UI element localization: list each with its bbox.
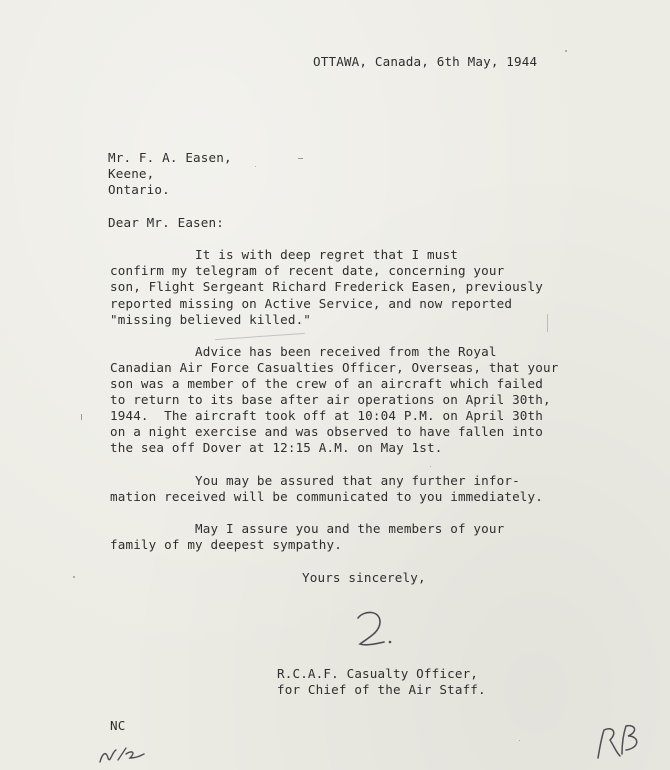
paragraph-2-line: on a night exercise and was observed to have fallen into <box>110 424 543 439</box>
paragraph-4-line: family of my deepest sympathy. <box>110 537 342 552</box>
paragraph-2-line: son was a member of the crew of an aircraft which failed <box>110 376 543 391</box>
paragraph-2-line: the sea off Dover at 12:15 A.M. on May 1st. <box>110 440 443 455</box>
dateline: OTTAWA, Canada, 6th May, 1944 <box>313 54 538 69</box>
paper-speck <box>430 466 431 467</box>
signature-title: R.C.A.F. Casualty Officer, <box>277 666 479 681</box>
paragraph-2-line: Canadian Air Force Casualties Officer, Overseas, that your <box>110 360 559 375</box>
salutation: Dear Mr. Easen: <box>108 215 224 230</box>
paragraph-3-line: mation received will be communicated to you immediately. <box>110 489 543 504</box>
paragraph-1-line: reported missing on Active Service, and now reported <box>110 296 513 311</box>
paragraph-2-line: Advice has been received from the Royal <box>110 344 497 359</box>
paragraph-2-line: to return to its base after air operations on April 30th, <box>110 392 551 407</box>
handwritten-signature <box>350 608 400 654</box>
paragraph-3-line: You may be assured that any further infor- <box>110 473 520 488</box>
paper-speck <box>547 314 548 332</box>
handwritten-initials-right <box>592 720 648 764</box>
recipient-province: Ontario. <box>108 182 170 197</box>
handwritten-initials-left <box>96 742 148 768</box>
typist-initials: NC <box>110 718 126 733</box>
recipient-town: Keene, <box>108 166 155 181</box>
paper-crease-mark <box>215 333 305 340</box>
signature-subtitle: for Chief of the Air Staff. <box>277 682 486 697</box>
paper-speck <box>255 166 256 167</box>
paper-speck <box>81 414 82 420</box>
paper-speck <box>565 50 567 52</box>
paragraph-4-line: May I assure you and the members of your <box>110 521 505 536</box>
closing: Yours sincerely, <box>302 570 426 585</box>
recipient-name: Mr. F. A. Easen, <box>108 150 232 165</box>
paragraph-1-line: "missing believed killed." <box>110 312 312 327</box>
paper-speck <box>73 576 75 578</box>
paragraph-2-line: 1944. The aircraft took off at 10:04 P.M. on April 30th <box>110 408 543 423</box>
paper-speck <box>519 740 520 741</box>
paragraph-1-line: It is with deep regret that I must <box>110 247 458 262</box>
paper-speck <box>298 158 303 159</box>
paragraph-1-line: confirm my telegram of recent date, concerning your <box>110 263 505 278</box>
paragraph-1-line: son, Flight Sergeant Richard Frederick Easen, previously <box>110 279 543 294</box>
